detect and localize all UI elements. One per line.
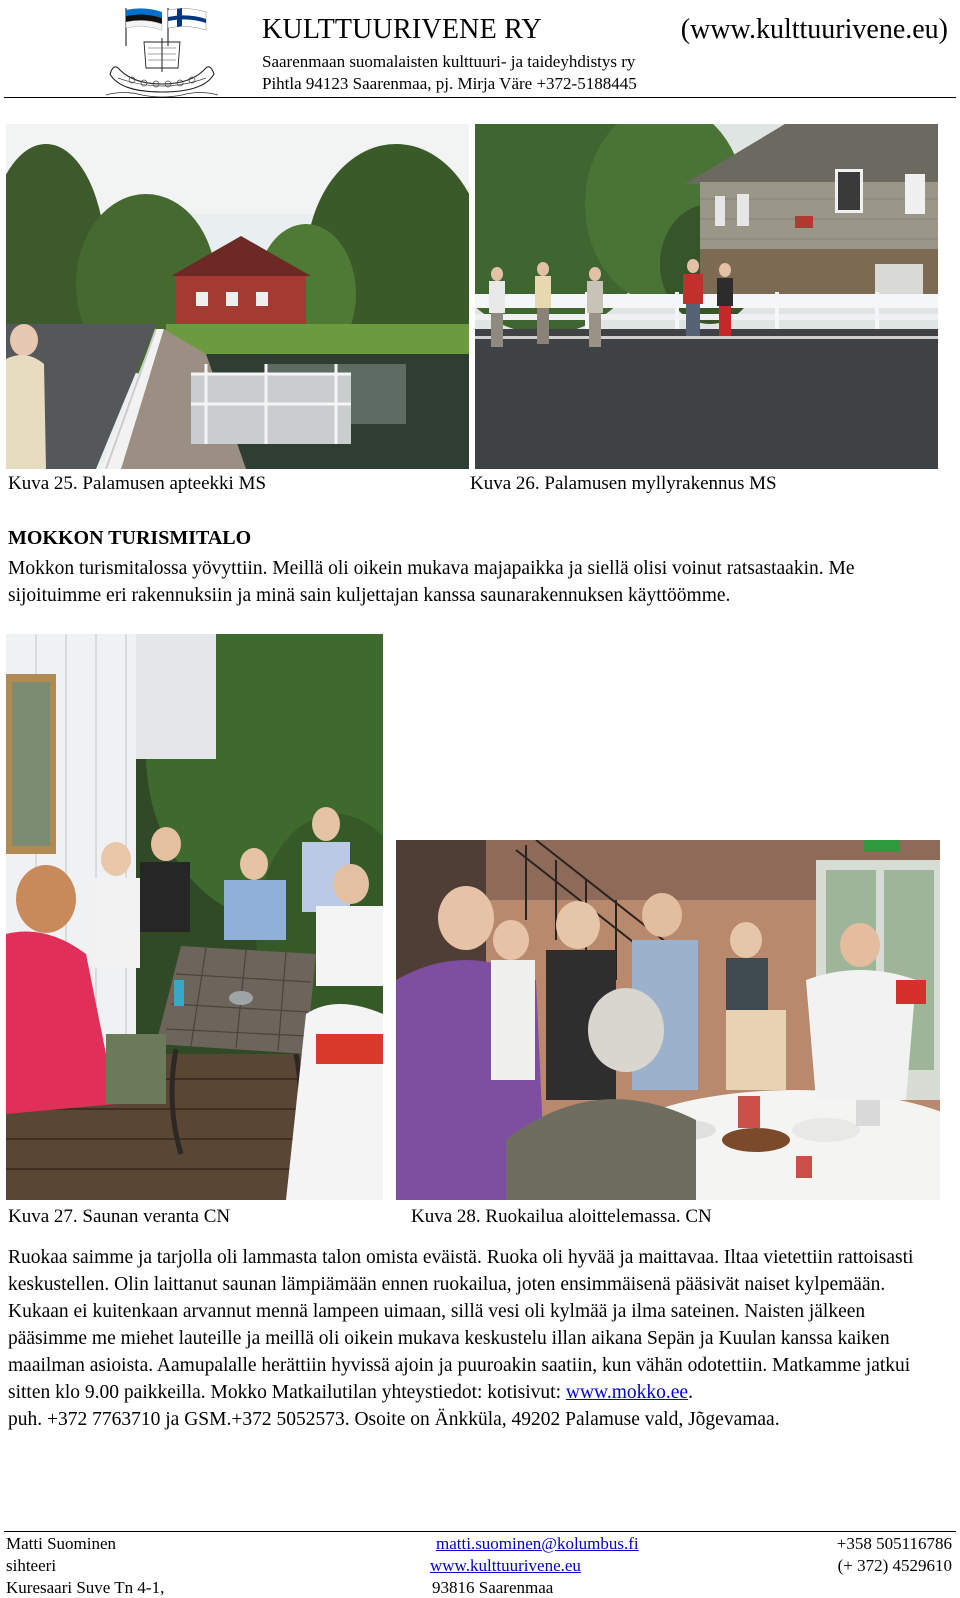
- footer-website-link[interactable]: www.kulttuurivene.eu: [430, 1556, 581, 1575]
- org-url: (www.kulttuurivene.eu): [680, 14, 948, 45]
- footer-role: sihteeri: [6, 1556, 57, 1575]
- footer-address-street: Kuresaari Suve Tn 4-1,: [6, 1578, 165, 1597]
- org-logo: [104, 4, 220, 98]
- caption-photo-25: Kuva 25. Palamusen apteekki MS: [8, 473, 267, 494]
- footer-name: Matti Suominen: [6, 1534, 117, 1553]
- footer-address-city: 93816 Saarenmaa: [432, 1578, 554, 1597]
- photo-palamuse-pharmacy: [6, 124, 469, 469]
- photo-palamuse-mill: [475, 124, 938, 469]
- footer-website: [430, 1556, 581, 1576]
- photo-dinner-start: [396, 840, 940, 1200]
- header-divider: [4, 97, 956, 98]
- org-title: KULTTUURIVENE RY: [262, 14, 542, 45]
- footer-divider: [4, 1531, 956, 1532]
- footer-phone-1: +358 505116786: [836, 1534, 952, 1553]
- section-heading: MOKKON TURISMITALO: [8, 527, 252, 549]
- org-subtitle: Saarenmaan suomalaisten kulttuuri- ja taideyhdistys ry: [262, 52, 636, 71]
- footer-phone-2: (+ 372) 4529610: [837, 1556, 952, 1575]
- paragraph-contact-details: puh. +372 7763710 ja GSM.+372 5052573. Osoite on Änkküla, 49202 Palamuse vald, Jõgevamaa.: [8, 1409, 780, 1430]
- paragraph-dinner-text: Ruokaa saimme ja tarjolla oli lammasta talon omista eväistä. Ruoka oli hyvää ja maittavaa. Iltaa vietettiin rattoisasti keskustellen. Olin laittanut saunan lämpiämään ennen ruokailua, joten ensimmäisenä pääsivät naiset kylpemään. Kukaan ei kuitenkaan arvannut mennä lampeen uimaan, sillä vesi oli kylmää ja ilma sateinen. Naisten jälkeen pääsimme me miehet lauteille ja meillä oli oikein mukava keskustelu illan aikana Sepän ja Kuulan kanssa kaiken maailman asioista. Aamupalalle herättiin hyvissä ajoin ja puuroakin saatiin, kun vähän odotettiin. Matkamme jatkui sitten klo 9.00 paikkeilla. Mokko Matkailutilan yhteystiedot: kotisivut:: [8, 1247, 914, 1403]
- paragraph-accommodation: Mokkon turismitalossa yövyttiin. Meillä oli oikein mukava majapaikka ja siellä olisi voinut ratsastaakin. Me sijoituimme eri rakennuksiin ja minä sain kuljettajan kanssa saunarakennuksen käyttöömme.: [8, 558, 855, 606]
- org-contact-line: Pihtla 94123 Saarenmaa, pj. Mirja Väre +372-5188445: [262, 74, 637, 93]
- caption-photo-27: Kuva 27. Saunan veranta CN: [8, 1206, 231, 1227]
- caption-photo-28: Kuva 28. Ruokailua aloittelemassa. CN: [411, 1206, 712, 1227]
- caption-photo-26: Kuva 26. Palamusen myllyrakennus MS: [470, 473, 777, 494]
- footer-email: [436, 1534, 639, 1554]
- photo-sauna-veranda: [6, 634, 383, 1200]
- paragraph-dinner-punct: .: [688, 1382, 693, 1403]
- paragraph-dinner-sauna: [8, 1244, 948, 1433]
- mokko-website-link[interactable]: www.mokko.ee: [565, 1382, 689, 1403]
- footer-email-link[interactable]: matti.suominen@kolumbus.fi: [436, 1534, 639, 1553]
